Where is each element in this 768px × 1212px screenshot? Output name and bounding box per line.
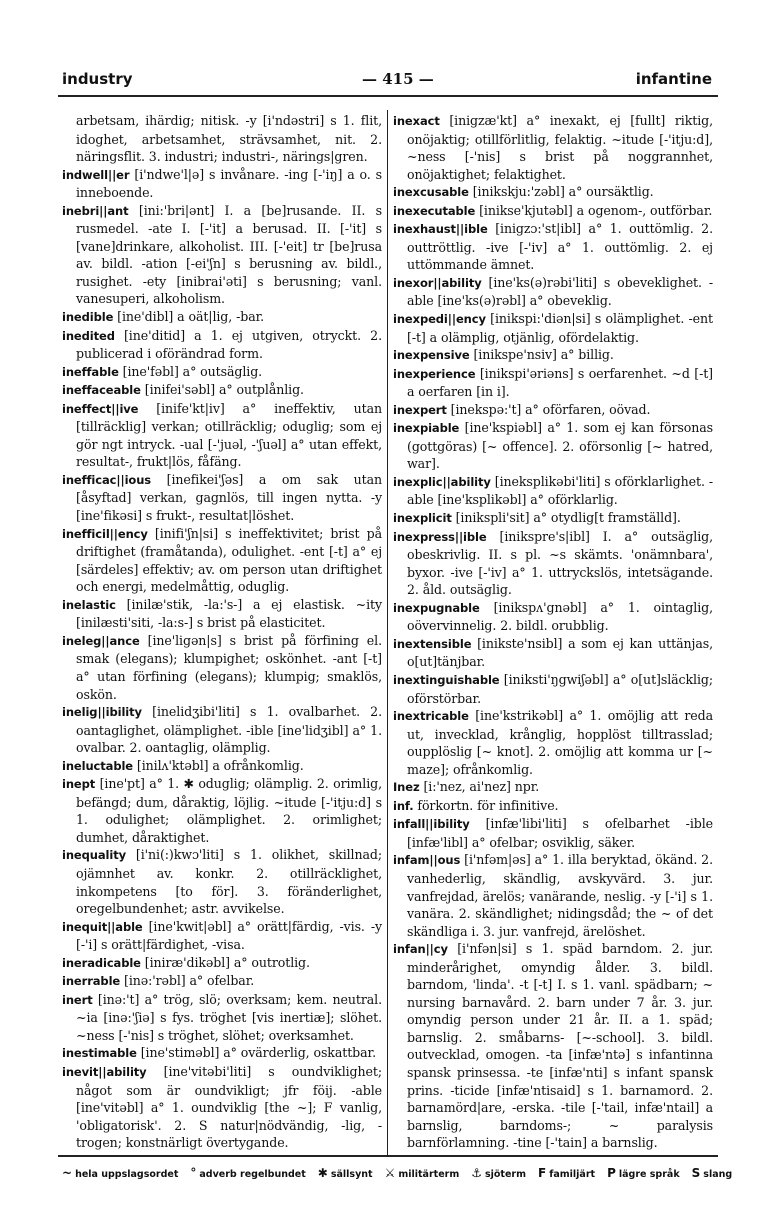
legend-symbol: ✱	[317, 1166, 328, 1180]
legend-label: hela uppslagsordet	[75, 1169, 179, 1180]
headword: ineffect||ive	[62, 401, 139, 416]
dictionary-entry	[62, 327, 382, 363]
dictionary-entry	[393, 112, 713, 183]
dictionary-entry	[393, 635, 713, 671]
definition: [inife'kt|iv] a° ineffektiv, utan [tillräcklig] verkan; otillräcklig; oduglig; som ej gör ngt intryck. -ual [-'juəl, -'ʃuəl] a° utan effekt, resultat-, frukt|lös, fåfäng.	[76, 400, 382, 470]
definition: [i:'nez, ai'nez] npr.	[419, 779, 540, 795]
definition: [ine'ks(ə)rəbi'liti] s obeveklighet. -able [ine'ks(ə)rəbl] a° obeveklig.	[407, 274, 713, 309]
headword: inexact	[393, 114, 440, 128]
definition: [infæ'libi'liti] s ofelbarhet -ible [infæ'libl] a° ofelbar; osviklig, säker.	[407, 816, 713, 850]
headword: inedible	[62, 310, 114, 325]
headword: inequality	[62, 848, 126, 863]
headword: inebri||ant	[62, 203, 129, 218]
definition: [inilʌ'ktəbl] a ofrånkomlig.	[133, 757, 304, 773]
headword: ineradicable	[62, 955, 141, 970]
dictionary-entry	[62, 918, 382, 954]
headword: inexperience	[393, 366, 476, 381]
headword: inestimable	[62, 1046, 137, 1061]
dictionary-entry	[393, 346, 713, 365]
definition: [ine'ligən|s] s brist på förfining el. smak (elegans); klumpighet; oskönhet. -ant [-t] a° utan förfining (elegans); klumpig; smaklös, oskön.	[76, 632, 382, 702]
definition: [i'ndwe'l|ə] s invånare. -ing [-'iŋ] a o. s inneboende.	[76, 166, 382, 201]
dictionary-entry	[62, 525, 382, 596]
dictionary-entry	[62, 632, 382, 703]
legend-label: slang	[703, 1169, 733, 1180]
headword: inexhaust||ible	[393, 222, 488, 237]
legend-label: familjärt	[549, 1169, 596, 1180]
definition: [inekspə:'t] a° oförfaren, oövad.	[446, 401, 651, 417]
dictionary-entry	[62, 1044, 382, 1063]
dictionary-entry	[393, 419, 713, 473]
headword: infam||ous	[393, 853, 461, 868]
headword: inexor||ability	[393, 275, 482, 290]
dictionary-entry	[393, 509, 713, 528]
definition: [inelidʒibi'liti] s 1. ovalbarhet. 2. oantaglighet, olämplighet. -ible [ine'lidʒibl] a° 1. ovalbar. 2. oantaglig, olämplig.	[76, 704, 382, 756]
right-column	[393, 112, 713, 1152]
dictionary-entry	[62, 757, 382, 776]
legend-label: sjöterm	[484, 1169, 526, 1180]
definition: [inifei'səbl] a° outplånlig.	[140, 382, 304, 398]
headword: inefficil||ency	[62, 526, 148, 541]
dictionary-entry	[62, 972, 382, 991]
headword: Inez	[393, 780, 420, 795]
headword: infall||ibility	[393, 817, 470, 832]
definition: [inefikei'ʃəs] a om sak utan [åsyftad] verkan, gagnlös, till ingen nytta. -y [ine'fikəsi] s frukt-, resultat|löshet.	[76, 471, 382, 524]
legend-label: sällsynt	[330, 1169, 373, 1180]
legend-symbol: S	[691, 1166, 701, 1180]
definition: [inikspre's|ibl] I. a° outsäglig, obeskrivlig. II. s pl. ~s skämts. 'onämnbara', byxor. -ive [-'iv] a° 1. uttryckslös, intetsägande. 2. åld. outsäglig.	[407, 528, 713, 598]
definition: [inigzæ'kt] a° inexakt, ej [fullt] riktig, onöjaktig; otillförlitlig, felaktig. ~itude [-'itju:d], ~ness [-'nis] s brist på noggrannhet, onöjaktighet; felaktighet.	[407, 113, 713, 182]
legend-label: militärterm	[398, 1169, 460, 1180]
left-guide-word: industry	[62, 70, 133, 88]
dictionary-entry	[393, 797, 713, 816]
dictionary-entry	[393, 671, 713, 707]
headword: inexecutable	[393, 203, 476, 218]
footer-rule	[58, 1155, 718, 1157]
headword: inelig||ibility	[62, 705, 142, 720]
definition: arbetsam, ihärdig; nitisk. -y [i'ndəstri] s 1. flit, idoghet, arbetsamhet, strävsamhet, nit. 2. näringsflit. 3. industri; industri-, närings|gren.	[76, 113, 382, 165]
headword: indwell||er	[62, 167, 130, 182]
dictionary-entry	[393, 220, 713, 274]
definition: [i'nfən|si] s 1. späd barndom. 2. jur. minderårighet, omyndig ålder. 3. bildl. barndom, 'linda'. -t [-t] I. s 1. vanl. spädbarn; ~ nursing barnavård. 2. barn under 7 år. 3. jur. omyndig person under 21 år. II. a 1. späd; barnslig. 2. småbarns- [~-school]. 3. bildl. outvecklad, omogen. -ta [infæ'ntə] s infantinna spansk prinsessa. -te [infæ'nti] s infant spansk prins. -ticide [infæ'ntisaid] s 1. barnamord. 2. barnamörd|are, -erska. -tile [-'tail, infæ'ntail] a barnslig, barndoms-; ~ paralysis barnförlamning. -tine [-'tain] a barnslig.	[407, 941, 713, 1151]
headword: inelastic	[62, 597, 116, 612]
headword: inerrable	[62, 974, 121, 989]
legend-item	[471, 1166, 532, 1180]
headword: inexpugnable	[393, 600, 480, 615]
headword: inextensible	[393, 636, 472, 651]
dictionary-entry	[393, 183, 713, 202]
definition: [inikspʌ'gnəbl] a° 1. ointaglig, oövervinnelig. 2. bildl. orubblig.	[407, 599, 713, 634]
definition: [ine'vitəbi'liti] s oundviklighet; något som är oundvikligt; jfr föij. -able [ine'vitəbl] a° 1. oundviklig [the ~]; F vanlig, 'obligatorisk'. 2. S natur|nödvändig, -lig, -trogen; konstnärligt övertygande.	[76, 1063, 382, 1151]
legend-item	[62, 1166, 184, 1180]
legend-symbol: ~	[62, 1166, 73, 1180]
dictionary-entry	[62, 202, 382, 308]
headword: ineluctable	[62, 758, 134, 773]
definition: [inikse'kjutəbl] a ogenom-, outförbar.	[475, 202, 713, 218]
definition: [i'ni(:)kwɔ'liti] s 1. olikhet, skillnad; ojämnhet av. konkr. 2. otillräcklighet, inkompetens [to för]. 3. föränderlighet, oregelbundenhet; astr. avvikelse.	[76, 847, 382, 917]
definition: [ine'stiməbl] a° ovärderlig, oskattbar.	[136, 1045, 376, 1061]
definition: [inikspe'nsiv] a° billig.	[469, 347, 614, 363]
headword: inexpedi||ency	[393, 312, 486, 327]
definition: [ine'kspiəbl] a° 1. som ej kan försonas (gottgöras) [~ offence]. 2. oförsonlig [~ hatred, war].	[407, 420, 713, 472]
dictionary-entry	[393, 707, 713, 778]
definition: [inə:'rəbl] a° ofelbar.	[120, 973, 255, 989]
dictionary-entry	[393, 274, 713, 310]
page-header	[62, 70, 712, 92]
headword: infan||cy	[393, 942, 448, 957]
headword: ineffaceable	[62, 383, 141, 398]
headword: inert	[62, 992, 93, 1007]
dictionary-entry	[62, 471, 382, 525]
legend-item	[538, 1166, 601, 1180]
headword: inexplic||ability	[393, 474, 491, 489]
definition: [inikspi:'diən|si] s olämplighet. -ent [-t] a olämplig, otjänlig, ofördelaktig.	[407, 311, 713, 345]
page-number: — 415 —	[362, 70, 434, 88]
right-guide-word: infantine	[635, 70, 712, 88]
definition: [ine'dibl] a oät|lig, -bar.	[113, 309, 265, 325]
legend-item	[190, 1166, 311, 1180]
legend-item	[607, 1166, 686, 1180]
dictionary-entry	[62, 363, 382, 382]
definition: [ine'kstrikəbl] a° 1. omöjlig att reda ut, invecklad, krånglig, hopplöst tilltrasslad; oupplöslig [~ knot]. 2. omöjlig att komma ur [~ maze]; ofrånkomlig.	[407, 708, 713, 777]
headword: inefficac||ious	[62, 472, 152, 487]
column-divider	[387, 110, 388, 1155]
legend-symbol: P	[607, 1166, 616, 1180]
headword: inexcusable	[393, 185, 469, 200]
legend-symbol: °	[190, 1166, 197, 1180]
dictionary-entry	[62, 991, 382, 1045]
definition: [iniksti'ŋgwiʃəbl] a° o[ut]släcklig; oförstörbar.	[407, 671, 713, 706]
definition: [inilæ'stik, -la:'s-] a ej elastisk. ~ity [inilæsti'siti, -la:s-] s brist på elasticitet.	[76, 596, 382, 631]
dictionary-entry	[62, 1063, 382, 1152]
definition: [ini:'bri|ənt] I. a [be]rusande. II. s rusmedel. -ate I. [-'it] a berusad. II. [-'it] s [vane]drinkare, alkoholist. III. [-'eit] tr [be]rusa av. bildl. -ation [-ei'ʃn] s berusning av. bildl., rusighet. -ety [inibrai'əti] s berusning; vanl. vanesuperi, alkoholism.	[76, 202, 382, 307]
legend-symbol: ⚓	[471, 1166, 482, 1180]
dictionary-entry	[393, 778, 713, 797]
definition: [ine'kwit|əbl] a° orätt|färdig, -vis. -y [-'i] s orätt|färdighet, -visa.	[76, 918, 382, 953]
headword: inexpensive	[393, 348, 470, 363]
headword: inedited	[62, 328, 115, 343]
definition: [inikskju:'zəbl] a° oursäktlig.	[468, 184, 654, 200]
dictionary-entry	[393, 365, 713, 401]
legend-label: adverb regelbundet	[199, 1169, 306, 1180]
definition: [ine'pt] a° 1. ✱ oduglig; olämplig. 2. orimlig, befängd; dum, dåraktig, löjlig. ~itude [-'itju:d] s 1. odulighet; olämplighet. 2. orimlighet; dumhet, dåraktighet.	[76, 776, 382, 845]
definition: [inifi'ʃn|si] s ineffektivitet; brist på driftighet (framåtanda), odulighet. -ent [-t] a° ej [särdeles] effektiv; av. om person utan driftighet och energi, medelmåttig, oduglig.	[76, 525, 382, 595]
headword: inexpert	[393, 402, 447, 417]
definition: [inə:'t] a° trög, slö; overksam; kem. neutral. ~ia [inə:'ʃiə] s fys. tröghet [vis inertiæ]; slöhet. ~ness [-'nis] s tröghet, slöhet; overksamhet.	[76, 991, 382, 1043]
legend-item	[691, 1166, 739, 1180]
headword: inextricable	[393, 709, 469, 724]
dictionary-entry	[62, 112, 382, 166]
definition: [inikspi'əriəns] s oerfarenhet. ~d [-t] a oerfaren [in i].	[407, 365, 713, 400]
dictionary-entry	[393, 940, 713, 1152]
dictionary-entry	[62, 596, 382, 632]
dictionary-entry	[62, 400, 382, 471]
headword: inept	[62, 777, 96, 792]
headword: ineffable	[62, 364, 119, 379]
definition: [iniræ'dikəbl] a° outrotlig.	[140, 954, 310, 970]
definition: [i'nfəm|əs] a° 1. illa beryktad, ökänd. 2. vanhederlig, skändlig, avskyvärd. 3. jur. vanfrejdad, ärelös; vanärande, neslig. -y [-'i] s 1. vanära. 2. skändlighet; nidingsdåd; the ~ of det skändliga i. 3. jur. vanfrejd, ärelöshet.	[407, 852, 713, 939]
definition: [inikste'nsibl] a som ej kan uttänjas, o[ut]tänjbar.	[407, 635, 713, 670]
definition: [ine'fəbl] a° outsäglig.	[118, 363, 263, 379]
left-column	[62, 112, 382, 1152]
headword: inextinguishable	[393, 672, 500, 687]
dictionary-entry	[393, 473, 713, 509]
definition: [inikspli'sit] a° otydlig[t framställd].	[451, 510, 681, 526]
headword: inf.	[393, 798, 414, 813]
dictionary-entry	[393, 815, 713, 851]
dictionary-entry	[393, 851, 713, 940]
headword: inevit||ability	[62, 1064, 147, 1079]
definition: [ine'ditid] a 1. ej utgiven, otryckt. 2. publicerad i oförändrad form.	[76, 327, 382, 362]
legend-symbol: F	[538, 1166, 547, 1180]
dictionary-entry	[62, 954, 382, 973]
dictionary-entry	[393, 202, 713, 221]
definition: [inigzɔ:'st|ibl] a° 1. outtömlig. 2. outtröttlig. -ive [-'iv] a° 1. outtömlig. 2. ej uttömmande ämnet.	[407, 221, 713, 273]
dictionary-entry	[393, 310, 713, 346]
headword: inexpiable	[393, 421, 460, 436]
legend-symbol: ⚔	[384, 1166, 396, 1180]
dictionary-entry	[393, 599, 713, 635]
dictionary-entry	[62, 846, 382, 917]
dictionary-entry	[393, 401, 713, 420]
dictionary-entry	[62, 703, 382, 757]
headword: inexpress||ible	[393, 529, 487, 544]
headword: inexplicit	[393, 511, 452, 526]
legend-item	[384, 1166, 466, 1180]
legend-item	[317, 1166, 379, 1180]
abbreviation-legend	[62, 1166, 733, 1180]
dictionary-entry	[62, 308, 382, 327]
dictionary-entry	[62, 381, 382, 400]
headword: ineleg||ance	[62, 633, 140, 648]
dictionary-entry	[62, 775, 382, 846]
legend-label: lägre språk	[618, 1169, 680, 1180]
headword: inequit||able	[62, 919, 143, 934]
definition: förkortn. för infinitive.	[413, 797, 559, 813]
definition: [ineksplikəbi'liti] s oförklarlighet. -able [ine'ksplikəbl] a° oförklarlig.	[407, 473, 713, 508]
header-rule	[58, 95, 718, 97]
dictionary-entry	[62, 166, 382, 202]
dictionary-entry	[393, 528, 713, 599]
